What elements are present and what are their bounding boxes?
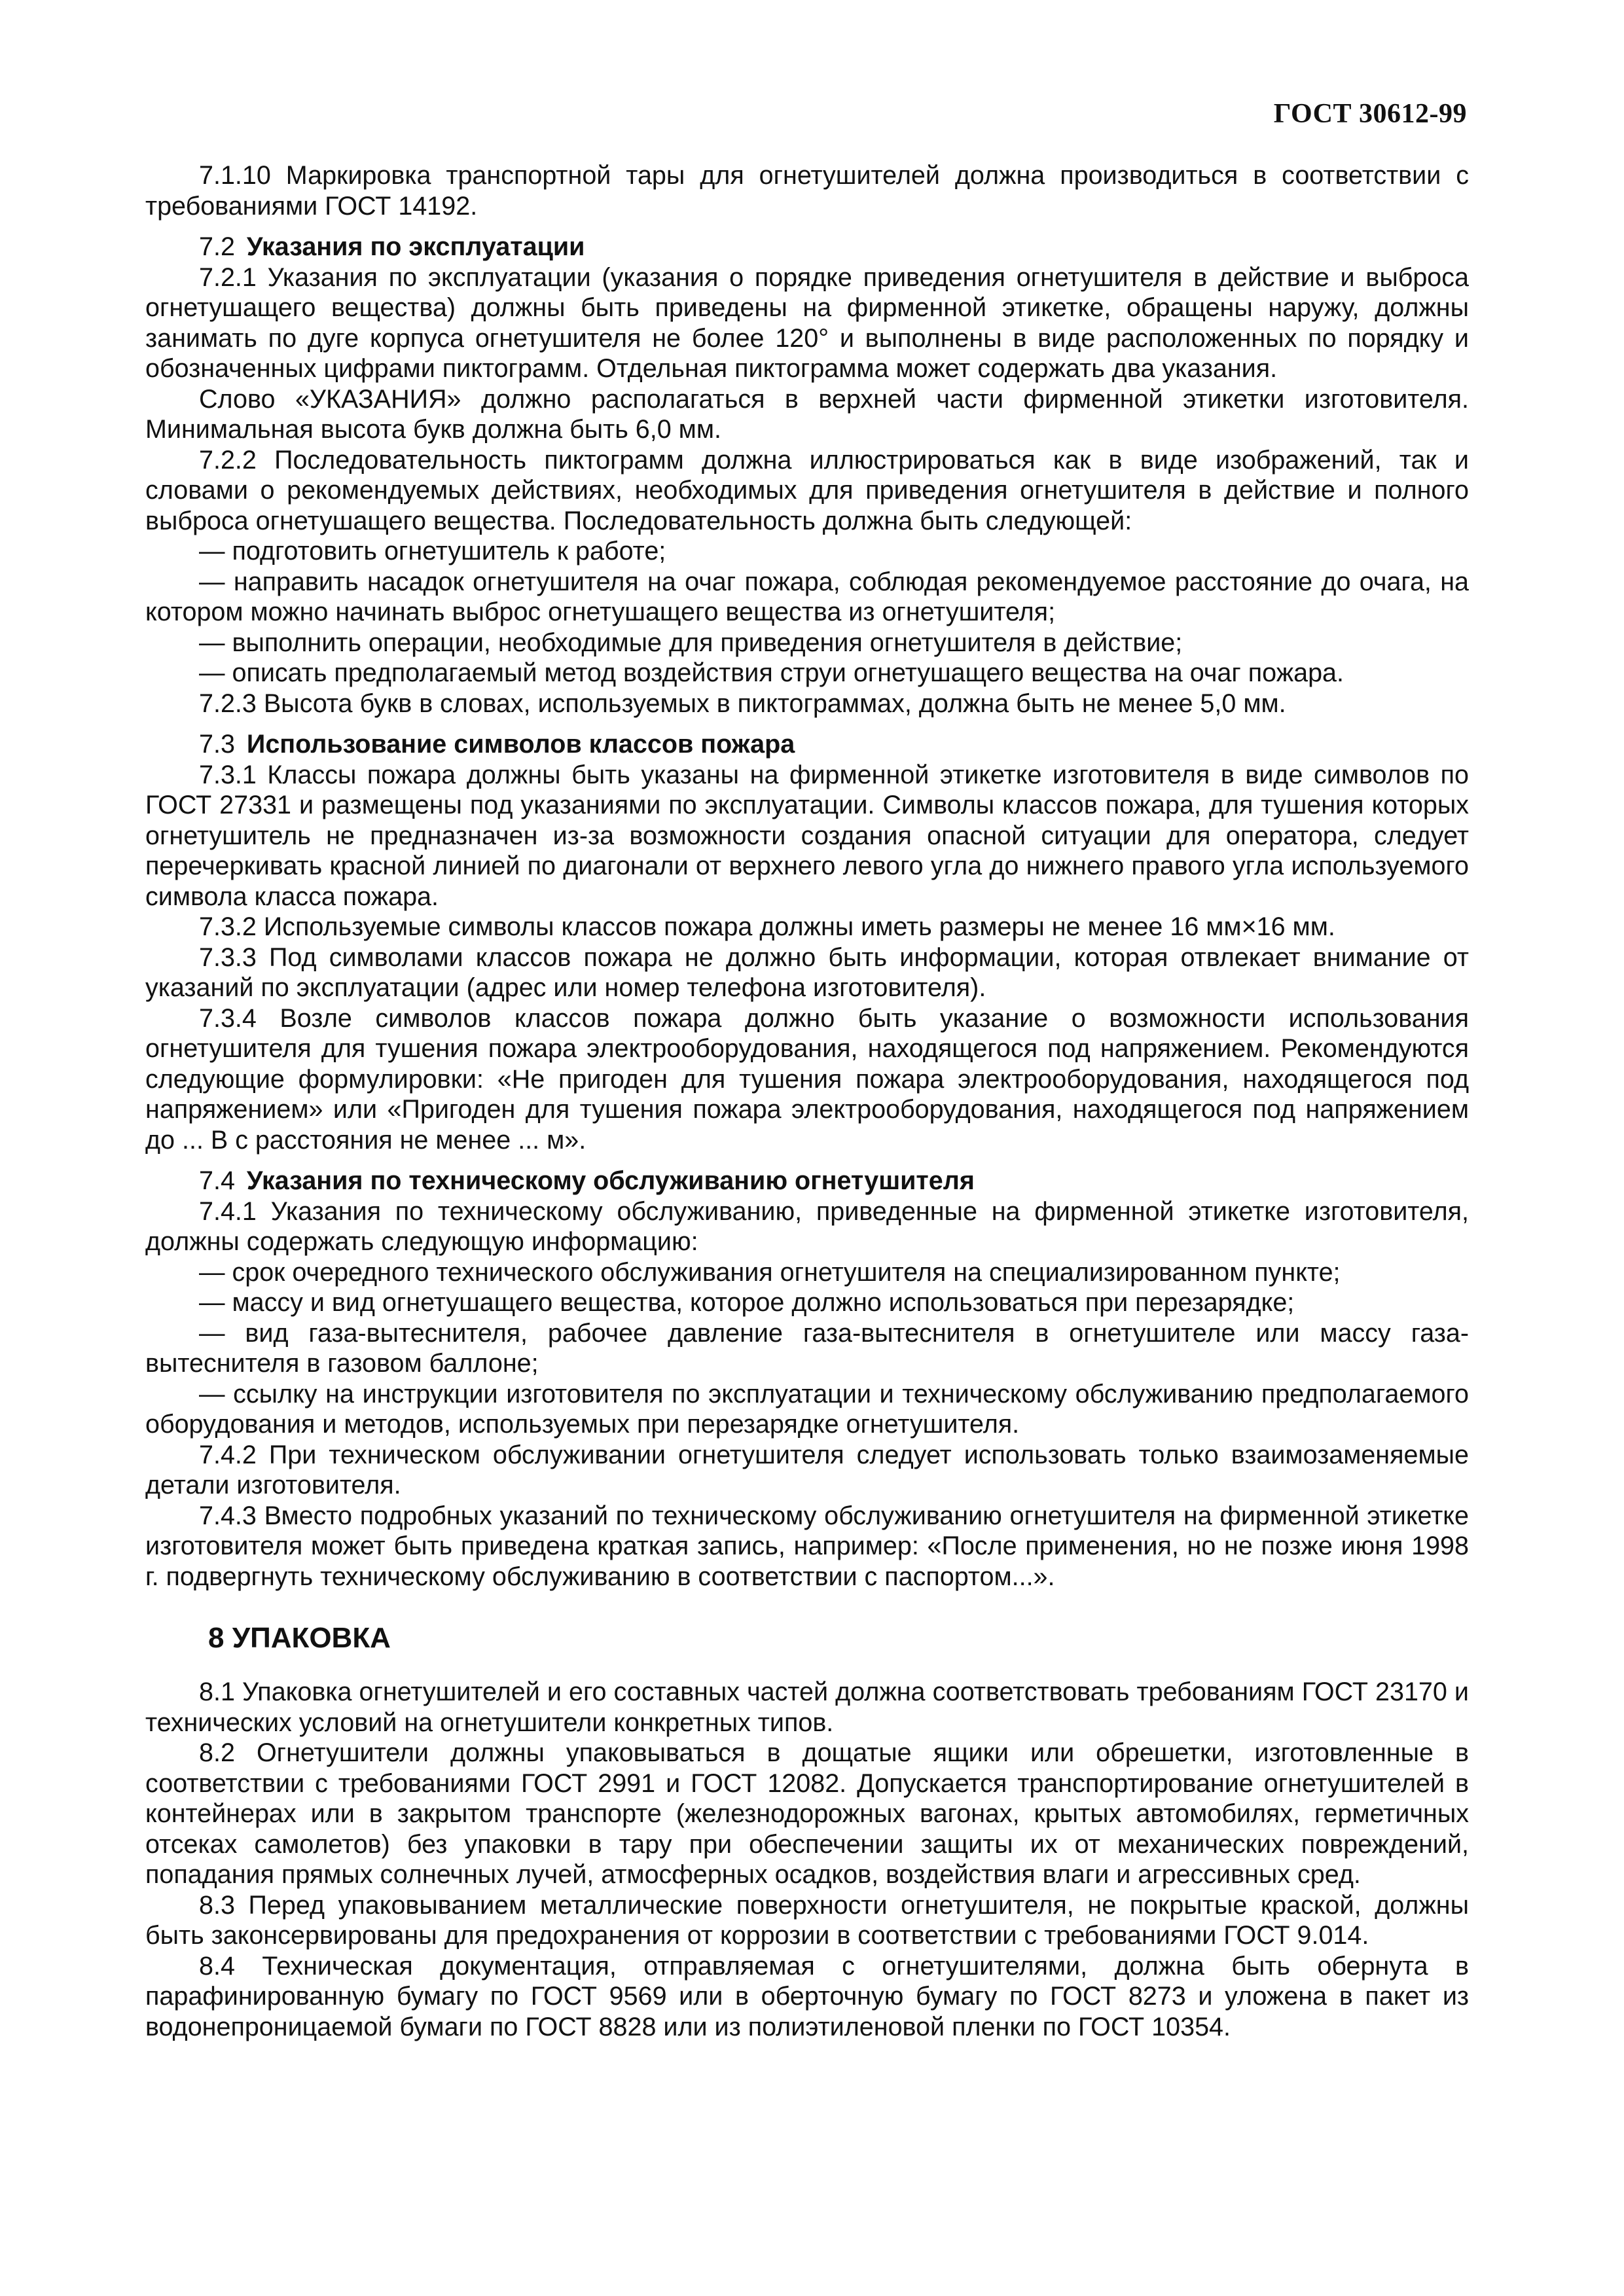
document-code: ГОСТ 30612-99 xyxy=(1273,99,1467,129)
paragraph-8-2: 8.2 Огнетушители должны упаковываться в дощатые ящики или обрешетки, изготовленные в соответствии с требованиями ГОСТ 2991 и ГОСТ 12082. Допускается транспортирование огнетушителей в контейнерах или в закрытом транспорте (железнодорожных вагонах, крытых автомобилях, герметичных отсеках самолетов) без упаковки в тару при обеспечении защиты их от механических повреждений, попадания прямых солнечных лучей, атмосферных осадков, воздействия влаги и агрессивных сред. xyxy=(145,1738,1469,1889)
section-title: Использование символов классов пожара xyxy=(246,730,795,759)
section-heading-7-2 xyxy=(145,232,1469,262)
paragraph-8-3: 8.3 Перед упаковыванием металлические поверхности огнетушителя, не покрытые краской, должны быть законсервированы для предохранения от коррозии в соответствии с требованиями ГОСТ 9.014. xyxy=(145,1890,1469,1950)
paragraph-7-2-1: 7.2.1 Указания по эксплуатации (указания о порядке приведения огнетушителя в действие и выброса огнетушащего вещества) должны быть приведены на фирменной этикетке, обращены наружу, должны занимать по дуге корпуса огнетушителя не более 120° и выполнены в виде расположенных по порядку и обозначенных цифрами пиктограмм. Отдельная пиктограмма может содержать два указания. xyxy=(145,262,1469,383)
section-title: Указания по техническому обслуживанию огнетушителя xyxy=(246,1166,975,1195)
list-item: — срок очередного технического обслуживания огнетушителя на специализированном пункте; xyxy=(199,1257,1341,1287)
list-item: — подготовить огнетушитель к работе; xyxy=(199,537,666,565)
section-number: 7.3 xyxy=(199,730,235,759)
page-body xyxy=(145,160,1469,2042)
paragraph-7-4-2: 7.4.2 При техническом обслуживании огнетушителя следует использовать только взаимозаменяемые детали изготовителя. xyxy=(145,1440,1469,1499)
section-number: 7.2 xyxy=(199,232,235,261)
paragraph-7-3-2: 7.3.2 Используемые символы классов пожара должны иметь размеры не менее 16 мм×16 мм. xyxy=(199,912,1335,941)
paragraph-7-1-10: 7.1.10 Маркировка транспортной тары для огнетушителей должна производиться в соответствии с требованиями ГОСТ 14192. xyxy=(145,161,1469,221)
paragraph-8-1: 8.1 Упаковка огнетушителей и его составных частей должна соответствовать требованиям ГОСТ 23170 и технических условий на огнетушители конкретных типов. xyxy=(145,1677,1469,1737)
section-title: Указания по эксплуатации xyxy=(246,232,585,261)
paragraph-7-3-1: 7.3.1 Классы пожара должны быть указаны на фирменной этикетке изготовителя в виде символов по ГОСТ 27331 и размещены под указаниями по эксплуатации. Символы классов пожара, для тушения которых огнетушитель не предназначен из-за возможности создания опасной ситуации для оператора, следует перечеркивать красной линией по диагонали от верхнего левого угла до нижнего правого угла используемого символа класса пожара. xyxy=(145,760,1469,911)
paragraph-7-3-3: 7.3.3 Под символами классов пожара не должно быть информации, которая отвлекает внимание от указаний по эксплуатации (адрес или номер телефона изготовителя). xyxy=(145,942,1469,1002)
section-heading-7-3 xyxy=(145,729,1469,760)
paragraph-8-4: 8.4 Техническая документация, отправляемая с огнетушителями, должна быть обернута в парафинированную бумагу по ГОСТ 9569 или в оберточную бумагу по ГОСТ 8273 и уложена в пакет из водонепроницаемой бумаги по ГОСТ 8828 или из полиэтиленовой пленки по ГОСТ 10354. xyxy=(145,1951,1469,2041)
list-item: — описать предполагаемый метод воздействия струи огнетушащего вещества на очаг пожара. xyxy=(199,658,1344,687)
paragraph-word-ukazaniya: Слово «УКАЗАНИЯ» должно располагаться в верхней части фирменной этикетки изготовителя. Минимальная высота букв должна быть 6,0 мм. xyxy=(145,384,1469,444)
list-item: — вид газа-вытеснителя, рабочее давление газа-вытеснителя в огнетушителе или массу газа-вытеснителя в газовом баллоне; xyxy=(145,1318,1469,1378)
paragraph-7-2-2: 7.2.2 Последовательность пиктограмм должна иллюстрироваться как в виде изображений, так и словами о рекомендуемых действиях, необходимых для приведения огнетушителя в действие и полного выброса огнетушащего вещества. Последовательность должна быть следующей: xyxy=(145,445,1469,535)
chapter-heading-8: 8 УПАКОВКА xyxy=(208,1622,391,1654)
list-item: — направить насадок огнетушителя на очаг пожара, соблюдая рекомендуемое расстояние до очага, на котором можно начинать выброс огнетушащего вещества из огнетушителя; xyxy=(145,567,1469,626)
paragraph-7-3-4: 7.3.4 Возле символов классов пожара должно быть указание о возможности использования огнетушителя для тушения пожара электрооборудования, находящегося под напряжением. Рекомендуются следующие формулировки: «Не пригоден для тушения пожара электрооборудования, находящегося под напряжением» или «Пригоден для тушения пожара электрооборудования, находящегося под напряжением до ... В с расстояния не менее ... м». xyxy=(145,1003,1469,1155)
section-number: 7.4 xyxy=(199,1166,235,1195)
paragraph-7-4-3: 7.4.3 Вместо подробных указаний по техническому обслуживанию огнетушителя на фирменной этикетке изготовителя может быть приведена краткая запись, например: «После применения, но не позже июня 1998 г. подвергнуть техническому обслуживанию в соответствии с паспортом...». xyxy=(145,1501,1469,1591)
list-item: — ссылку на инструкции изготовителя по эксплуатации и техническому обслуживанию предполагаемого оборудования и методов, используемых при перезарядке огнетушителя. xyxy=(145,1379,1469,1439)
paragraph-7-4-1: 7.4.1 Указания по техническому обслуживанию, приведенные на фирменной этикетке изготовителя, должны содержать следующую информацию: xyxy=(145,1196,1469,1256)
list-item: — выполнить операции, необходимые для приведения огнетушителя в действие; xyxy=(199,628,1183,657)
paragraph-7-2-3: 7.2.3 Высота букв в словах, используемых в пиктограммах, должна быть не менее 5,0 мм. xyxy=(199,689,1286,718)
section-heading-7-4 xyxy=(145,1166,1469,1196)
list-item: — массу и вид огнетушащего вещества, которое должно использоваться при перезарядке; xyxy=(199,1288,1295,1317)
